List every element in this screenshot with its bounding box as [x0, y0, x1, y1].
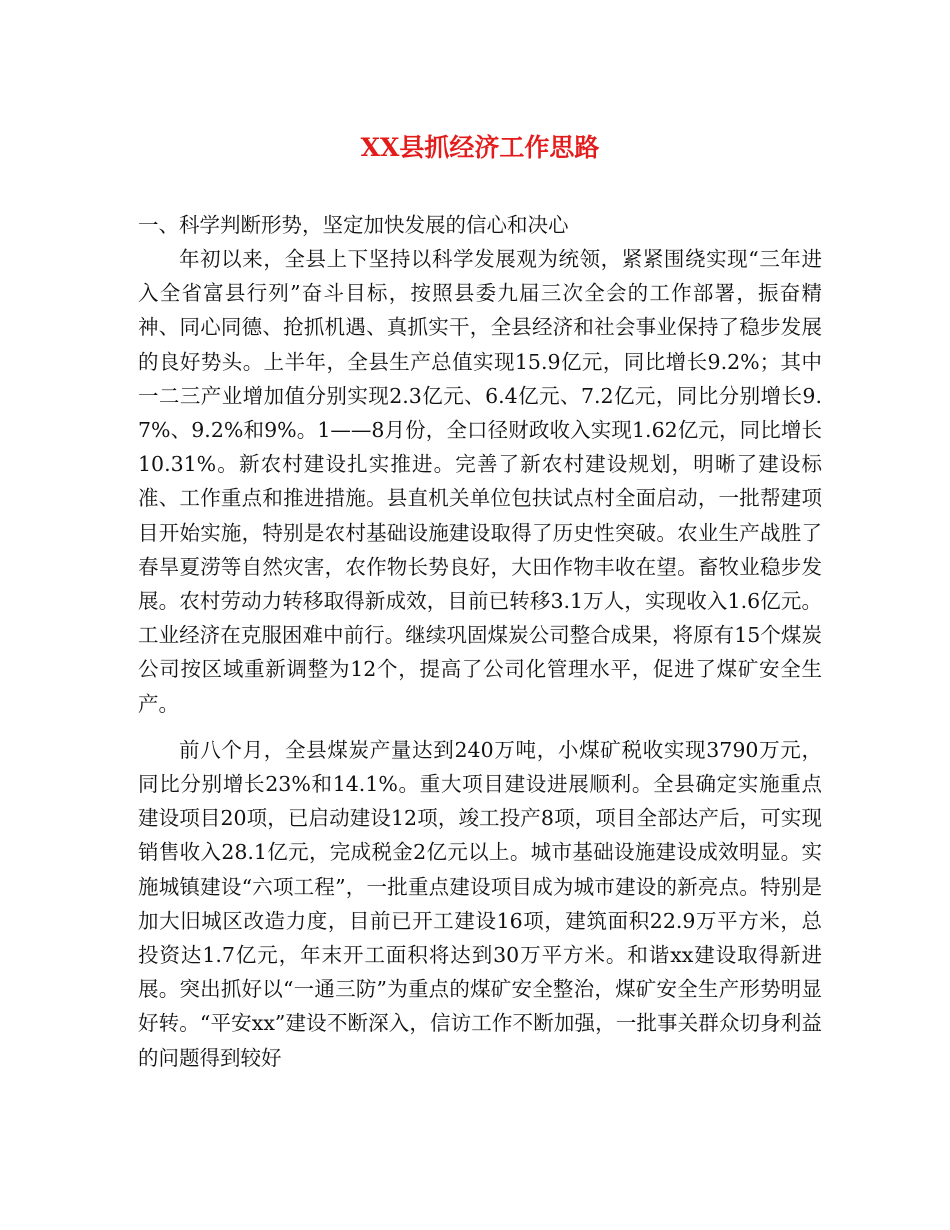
document-title: XX县抓经济工作思路: [360, 133, 600, 162]
body-paragraph-1: 年初以来，全县上下坚持以科学发展观为统领，紧紧围绕实现“三年进入全省富县行列”奋斗目标，按照县委九届三次全会的工作部署，振奋精神、同心同德、抢抓机遇、真抓实干，全县经济和社会事业保持了稳步发展的良好势头。上半年，全县生产总值实现15.9亿元，同比增长9.2%；其中一二三产业增加值分别实现2.3亿元、6.4亿元、7.2亿元，同比分别增长9.7%、9.2%和9%。1——8月份，全口径财政收入实现1.62亿元，同比增长10.31%。新农村建设扎实推进。完善了新农村建设规划，明晰了建设标准、工作重点和推进措施。县直机关单位包扶试点村全面启动，一批帮建项目开始实施，特别是农村基础设施建设取得了历史性突破。农业生产战胜了春旱夏涝等自然灾害，农作物长势良好，大田作物丰收在望。畜牧业稳步发展。农村劳动力转移取得新成效，目前已转移3.1万人，实现收入1.6亿元。工业经济在克服困难中前行。继续巩固煤炭公司整合成果，将原有15个煤炭公司按区域重新调整为12个，提高了公司化管理水平，促进了煤矿安全生产。: [138, 247, 822, 716]
body-paragraph-2: 前八个月，全县煤炭产量达到240万吨，小煤矿税收实现3790万元，同比分别增长23%和14.1%。重大项目建设进展顺利。全县确定实施重点建设项目20项，已启动建设12项，竣工投产8项，项目全部达产后，可实现销售收入28.1亿元，完成税金2亿元以上。城市基础设施建设成效明显。实施城镇建设“六项工程”，一批重点建设项目成为城市建设的新亮点。特别是加大旧城区改造力度，目前已开工建设16项，建筑面积22.9万平方米，总投资达1.7亿元，年末开工面积将达到30万平方米。和谐xx建设取得新进展。突出抓好以“一通三防”为重点的煤矿安全整治，煤矿安全生产形势明显好转。“平安xx”建设不断深入，信访工作不断加强，一批事关群众切身利益的问题得到较好: [138, 737, 822, 1070]
section-heading: 一、科学判断形势，坚定加快发展的信心和决心: [138, 213, 569, 237]
